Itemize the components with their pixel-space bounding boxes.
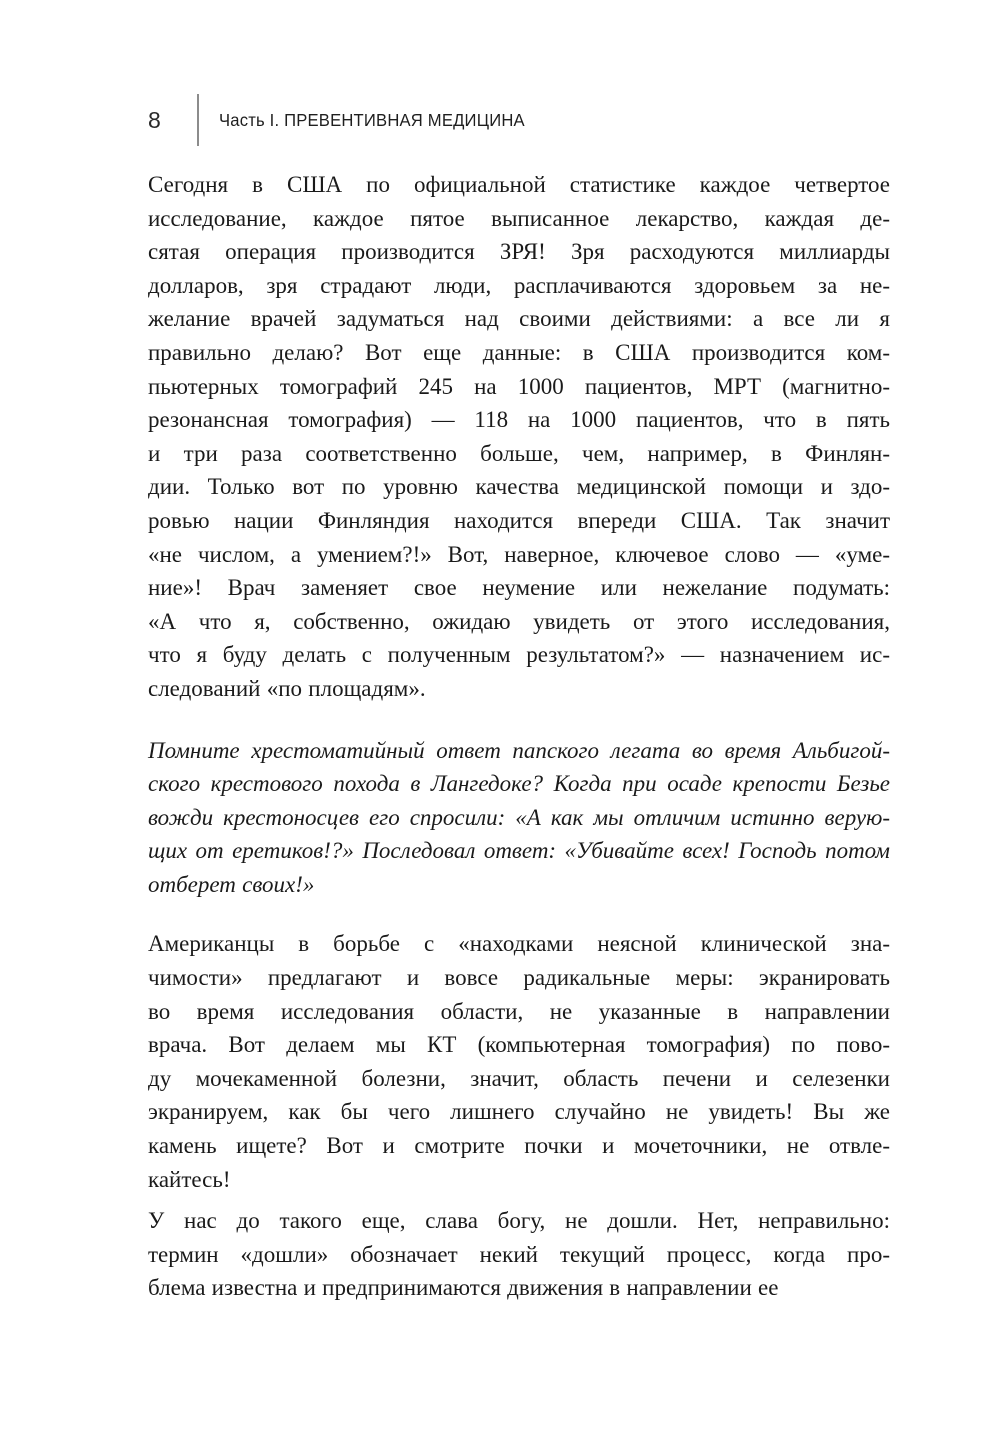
paragraph-4 [148, 1204, 890, 1305]
running-title: Часть I. ПРЕВЕНТИВНАЯ МЕДИЦИНА [219, 109, 525, 130]
text-line: ду мочекаменной болезни, значит, область печени и селезенки [148, 1065, 890, 1091]
text-line: правильно делаю? Вот еще данные: в США производится ком- [148, 339, 890, 365]
header-divider [197, 94, 199, 146]
text-line: У нас до такого еще, слава богу, не дошли. Нет, неправильно: [148, 1208, 890, 1234]
text-line: и три раза соответственно больше, чем, например, в Финлян- [148, 440, 890, 466]
text-line: отберет своих!» [148, 871, 315, 897]
text-line: во время исследования области, не указанные в направлении [148, 998, 890, 1024]
text-line: щих от еретиков!?» Последовал ответ: «Убивайте всех! Господь потом [148, 838, 890, 864]
text-line: долларов, зря страдают люди, расплачиваются здоровьем за не- [148, 272, 890, 298]
text-line: экранируем, как бы чего лишнего случайно не увидеть! Вы же [148, 1099, 890, 1125]
text-line: следований «по площадям». [148, 675, 426, 701]
text-line: ского крестового похода в Лангедоке? Когда при осаде крепости Безье [148, 771, 890, 797]
text-column [148, 168, 890, 1305]
paragraph-3 [148, 927, 890, 1196]
text-line: Американцы в борьбе с «находками неясной клинической зна- [148, 931, 890, 957]
text-line: кайтесь! [148, 1166, 231, 1192]
text-line: дии. Только вот по уровню качества медицинской помощи и здо- [148, 474, 890, 500]
text-line: врача. Вот делаем мы КТ (компьютерная томография) по пово- [148, 1032, 890, 1058]
text-line: Помните хрестоматийный ответ папского легата во время Альбигой- [148, 737, 890, 763]
text-line: камень ищете? Вот и смотрите почки и мочеточники, не отвле- [148, 1133, 890, 1159]
paragraph-2 [148, 734, 890, 902]
page-header [148, 93, 890, 147]
page-number: 8 [148, 106, 162, 133]
text-line: чимости» предлагают и вовсе радикальные меры: экранировать [148, 965, 890, 991]
text-line: исследование, каждое пятое выписанное лекарство, каждая де- [148, 205, 890, 231]
text-line: резонансная томография) — 118 на 1000 пациентов, что в пять [148, 407, 890, 433]
text-line: блема известна и предпринимаются движения в направлении ее [148, 1275, 779, 1301]
text-line: термин «дошли» обозначает некий текущий процесс, когда про- [148, 1241, 890, 1267]
text-line: ровью нации Финляндия находится впереди США. Так значит [148, 507, 890, 533]
text-line: пьютерных томографий 245 на 1000 пациентов, МРТ (магнитно- [148, 373, 890, 399]
text-line: «А что я, собственно, ожидаю увидеть от этого исследования, [148, 608, 890, 634]
text-line: Сегодня в США по официальной статистике каждое четвертое [148, 172, 890, 197]
text-line: ние»! Врач заменяет свое неумение или нежелание подумать: [148, 575, 890, 601]
text-line: желание врачей задуматься над своими действиями: а все ли я [148, 306, 890, 332]
paragraph-1 [148, 168, 890, 706]
text-line: сятая операция производится ЗРЯ! Зря расходуются миллиарды [148, 239, 890, 265]
text-line: «не числом, а умением?!» Вот, наверное, ключевое слово — «уме- [148, 541, 890, 567]
text-line: вожди крестоносцев его спросили: «А как мы отличим истинно верую- [148, 804, 890, 830]
text-line: что я буду делать с полученным результатом?» — назначением ис- [148, 642, 890, 668]
